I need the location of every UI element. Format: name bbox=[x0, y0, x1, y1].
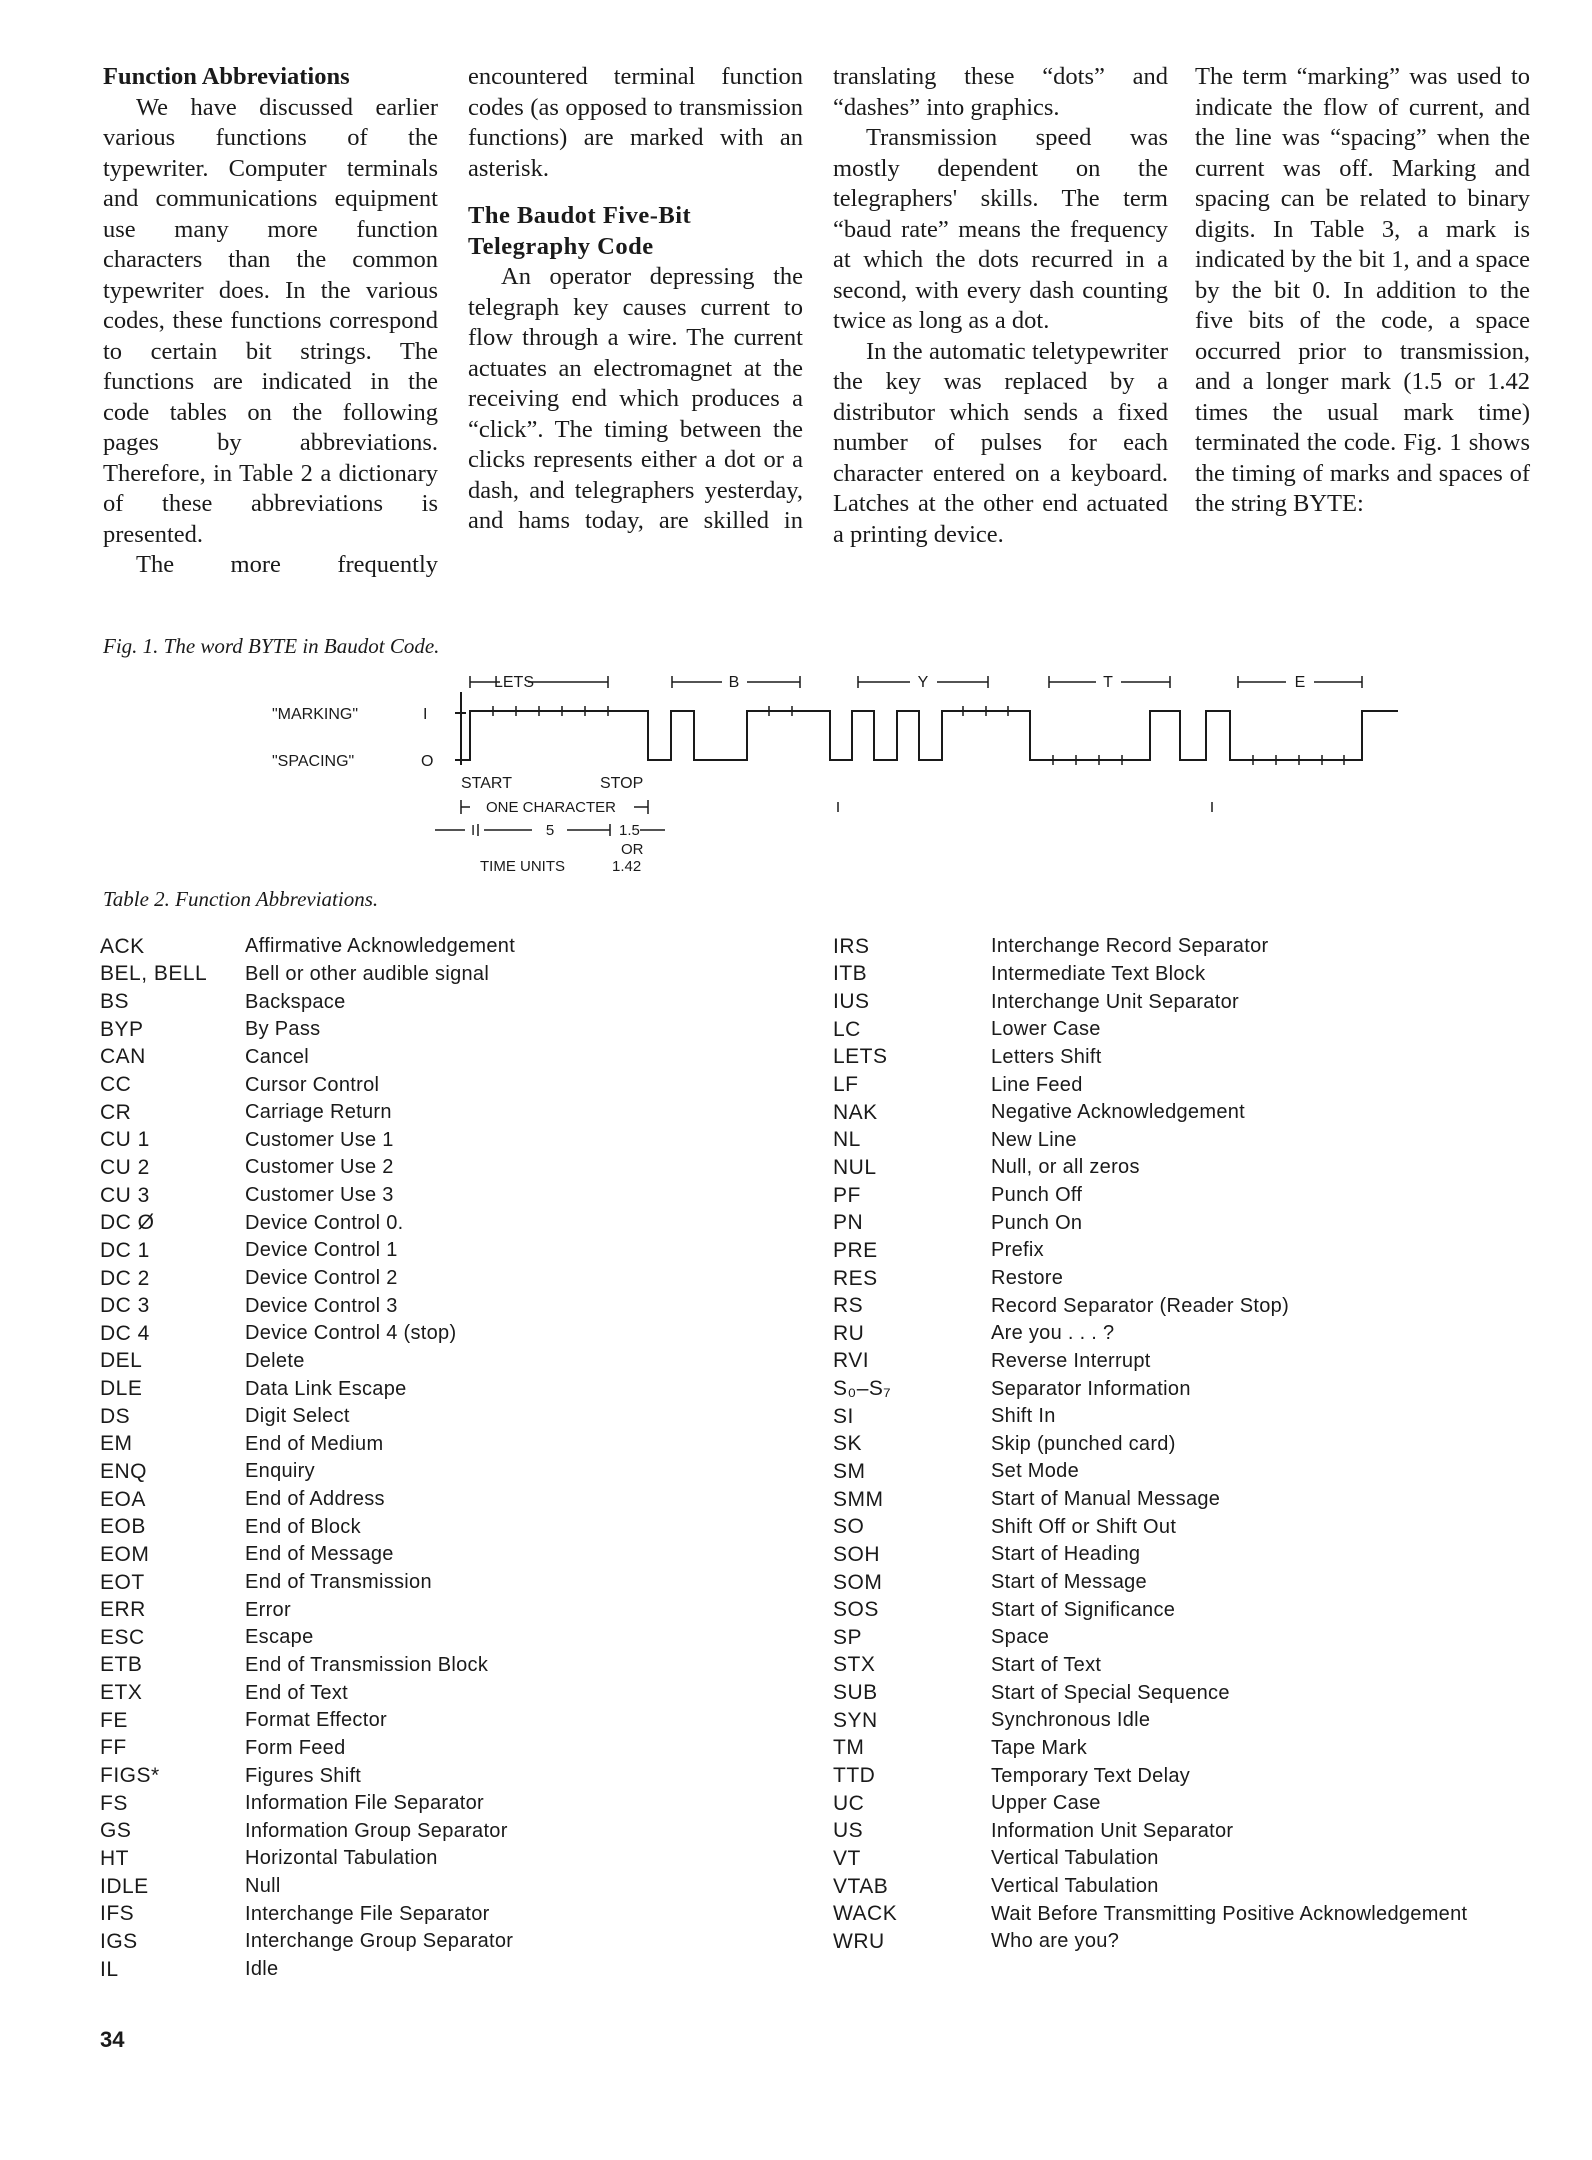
table-row bbox=[100, 1873, 515, 1901]
abbreviation-meaning: Synchronous Idle bbox=[991, 1709, 1151, 1732]
baudot-timing-diagram bbox=[250, 660, 1420, 880]
table-row bbox=[100, 1569, 515, 1597]
abbreviation-meaning: Cursor Control bbox=[245, 1073, 380, 1096]
abbreviation-code: ERR bbox=[100, 1598, 146, 1622]
abbreviation-meaning: Interchange Group Separator bbox=[245, 1930, 514, 1953]
start-label: START bbox=[461, 775, 512, 792]
abbreviation-code: FF bbox=[100, 1736, 127, 1760]
abbreviation-code: FE bbox=[100, 1708, 128, 1732]
table-row bbox=[833, 1735, 1467, 1763]
abbreviation-meaning: Format Effector bbox=[245, 1709, 387, 1732]
table-row bbox=[100, 1596, 515, 1624]
table-row bbox=[833, 988, 1467, 1016]
table-row bbox=[100, 1790, 515, 1818]
abbreviation-code: CU 2 bbox=[100, 1155, 150, 1179]
text-column-2 bbox=[468, 62, 803, 537]
abbreviation-code: LC bbox=[833, 1017, 861, 1041]
abbreviation-meaning: Start of Manual Message bbox=[991, 1488, 1221, 1511]
abbreviation-meaning: Wait Before Transmitting Positive Acknowledgement bbox=[991, 1902, 1468, 1925]
abbreviation-code: SO bbox=[833, 1515, 865, 1539]
abbreviation-meaning: Device Control 0. bbox=[245, 1211, 404, 1234]
abbreviation-meaning: Tape Mark bbox=[991, 1736, 1088, 1759]
table-row bbox=[833, 961, 1467, 989]
abbreviation-meaning: Who are you? bbox=[991, 1930, 1120, 1953]
abbreviation-code: IFS bbox=[100, 1902, 135, 1926]
table-row bbox=[833, 1928, 1467, 1956]
abbreviation-meaning: Affirmative Acknowledgement bbox=[245, 935, 516, 958]
abbreviation-code: FS bbox=[100, 1791, 128, 1815]
text-column-4 bbox=[1195, 62, 1530, 520]
abbreviation-code: LETS bbox=[833, 1045, 888, 1069]
abbreviation-code: LF bbox=[833, 1073, 859, 1097]
table-row bbox=[100, 1513, 515, 1541]
abbreviation-meaning: Lower Case bbox=[991, 1018, 1101, 1041]
abbreviation-meaning: Information Group Separator bbox=[245, 1819, 508, 1842]
abbreviation-meaning: Carriage Return bbox=[245, 1101, 392, 1124]
paragraph: We have discussed earlier various functions of the typewriter. Computer terminals and communications equipment use many more function characters than the common typewriter does. In the various codes, these functions correspond to certain bit strings. The functions are indicated in the code tables on the following pages by abbreviations. Therefore, in Table 2 a dictionary of these abbreviations is presented. bbox=[103, 93, 438, 548]
abbreviation-code: HT bbox=[100, 1846, 129, 1870]
abbreviation-meaning: Device Control 2 bbox=[245, 1267, 398, 1289]
abbreviation-code: BYP bbox=[100, 1017, 144, 1041]
table-row bbox=[100, 1679, 515, 1707]
table-row bbox=[100, 1071, 515, 1099]
paragraph: The more frequently bbox=[136, 551, 438, 578]
table-row bbox=[833, 1900, 1467, 1928]
table-row bbox=[833, 1652, 1467, 1680]
abbreviation-code: IL bbox=[100, 1957, 119, 1981]
abbreviation-code: IDLE bbox=[100, 1874, 149, 1898]
abbreviation-table-left bbox=[100, 933, 515, 1983]
abbreviation-meaning: Prefix bbox=[991, 1239, 1044, 1262]
paragraph: encountered terminal function codes (as opposed to transmission functions) are marked with an asterisk. bbox=[468, 63, 803, 182]
char-label-lets: LETS bbox=[493, 674, 535, 691]
abbreviation-code: SP bbox=[833, 1625, 863, 1649]
abbreviation-code: TM bbox=[833, 1736, 865, 1760]
abbreviation-code: FIGS* bbox=[100, 1764, 160, 1788]
table-row bbox=[833, 1790, 1467, 1818]
abbreviation-meaning: Negative Acknowledgement bbox=[991, 1101, 1246, 1124]
table-row bbox=[833, 1624, 1467, 1652]
abbreviation-meaning: Record Separator (Reader Stop) bbox=[991, 1294, 1290, 1317]
abbreviation-meaning: Device Control 4 (stop) bbox=[245, 1322, 457, 1345]
table-row bbox=[100, 1099, 515, 1127]
table-row bbox=[833, 1348, 1467, 1376]
abbreviation-meaning: Device Control 1 bbox=[245, 1239, 398, 1262]
abbreviation-meaning: Data Link Escape bbox=[245, 1377, 407, 1400]
abbreviation-meaning: End of Transmission bbox=[245, 1571, 432, 1594]
paragraph: An operator depressing the telegraph key causes current to flow through a wire. The current actuates an electromagnet at the receiving end which produces a “click”. The timing between the clicks represents either a dot or a dash, and telegraphers yesterday, and hams today, are skilled in bbox=[468, 263, 803, 534]
table-row bbox=[833, 1044, 1467, 1072]
abbreviation-meaning: Null bbox=[245, 1875, 281, 1898]
abbreviation-code: ENQ bbox=[100, 1459, 148, 1483]
paragraph: Transmission speed was mostly dependent on the telegraphers' skills. The term “baud rate” means the frequency at which the dots recurred in a second, with every dash counting twice as long as a dot. bbox=[833, 124, 1168, 334]
baudot-waveform bbox=[461, 711, 1398, 760]
abbreviation-code: DC 1 bbox=[100, 1238, 150, 1262]
abbreviation-meaning: Start of Message bbox=[991, 1571, 1147, 1594]
abbreviation-meaning: Letters Shift bbox=[991, 1045, 1102, 1068]
table-row bbox=[100, 933, 515, 961]
table-row bbox=[100, 1292, 515, 1320]
time-units-label: TIME UNITS bbox=[480, 858, 565, 875]
abbreviation-meaning: Device Control 3 bbox=[245, 1294, 398, 1317]
abbreviation-code: SUB bbox=[833, 1681, 878, 1705]
abbreviation-code: CAN bbox=[100, 1045, 146, 1069]
table-row bbox=[100, 1707, 515, 1735]
abbreviation-code: DEL bbox=[100, 1349, 143, 1373]
abbreviation-code: SYN bbox=[833, 1708, 878, 1732]
spacing-label: "SPACING" bbox=[272, 753, 355, 770]
abbreviation-meaning: Punch On bbox=[991, 1211, 1083, 1234]
abbreviation-code: ETX bbox=[100, 1681, 143, 1705]
table-row bbox=[100, 1735, 515, 1763]
abbreviation-code: DC 3 bbox=[100, 1294, 150, 1318]
abbreviation-meaning: Escape bbox=[245, 1626, 314, 1649]
abbreviation-code: WRU bbox=[833, 1929, 885, 1953]
abbreviation-code: SMM bbox=[833, 1487, 884, 1511]
abbreviation-code: CR bbox=[100, 1100, 132, 1124]
char-span-lets bbox=[470, 676, 608, 688]
table-row bbox=[833, 1596, 1467, 1624]
abbreviation-meaning: Set Mode bbox=[991, 1460, 1080, 1483]
table-row bbox=[833, 1320, 1467, 1348]
abbreviation-code: VTAB bbox=[833, 1874, 889, 1898]
table-row bbox=[100, 1762, 515, 1790]
abbreviation-code: S₀–S₇ bbox=[833, 1377, 892, 1401]
abbreviation-code: DS bbox=[100, 1404, 131, 1428]
abbreviation-meaning: Shift Off or Shift Out bbox=[991, 1515, 1177, 1538]
paragraph: In the automatic teletypewriter the key was replaced by a distributor which sends a fixed number of pulses for each character entered on a keyboard. Latches at the other end actuated a printing device. bbox=[833, 337, 1168, 548]
abbreviation-meaning: Start of Heading bbox=[991, 1543, 1141, 1566]
table-row bbox=[100, 1541, 515, 1569]
table-row bbox=[100, 1928, 515, 1956]
table-row bbox=[833, 1375, 1467, 1403]
abbreviation-table-right bbox=[833, 933, 1467, 1956]
abbreviation-code: SI bbox=[833, 1404, 854, 1428]
abbreviation-code: US bbox=[833, 1819, 864, 1843]
abbreviation-code: IRS bbox=[833, 934, 870, 958]
abbreviation-meaning: Interchange Unit Separator bbox=[991, 990, 1239, 1013]
abbreviation-meaning: End of Block bbox=[245, 1515, 361, 1538]
table-row bbox=[100, 988, 515, 1016]
abbreviation-meaning: Reverse Interrupt bbox=[991, 1349, 1151, 1372]
table-row bbox=[833, 1873, 1467, 1901]
abbreviation-meaning: Horizontal Tabulation bbox=[245, 1847, 438, 1870]
abbreviation-code: ACK bbox=[100, 934, 145, 958]
abbreviation-code: EOT bbox=[100, 1570, 145, 1594]
abbreviation-meaning: Upper Case bbox=[991, 1792, 1101, 1815]
abbreviation-code: WACK bbox=[833, 1902, 898, 1926]
abbreviation-code: DC 4 bbox=[100, 1321, 150, 1345]
abbreviation-meaning: Shift In bbox=[991, 1405, 1056, 1428]
table-row bbox=[833, 1679, 1467, 1707]
abbreviation-meaning: Delete bbox=[245, 1349, 305, 1372]
table-row bbox=[100, 1624, 515, 1652]
abbreviation-meaning: Temporary Text Delay bbox=[991, 1764, 1191, 1787]
stop-label: STOP bbox=[600, 775, 644, 792]
abbreviation-meaning: Interchange Record Separator bbox=[991, 935, 1269, 958]
abbreviation-meaning: By Pass bbox=[245, 1018, 321, 1041]
abbreviation-code: DLE bbox=[100, 1377, 143, 1401]
abbreviation-meaning: Punch Off bbox=[991, 1184, 1083, 1207]
table-row bbox=[100, 1486, 515, 1514]
start-units-label: I bbox=[471, 822, 476, 839]
page-number: 34 bbox=[100, 2027, 125, 2052]
abbreviation-code: IGS bbox=[100, 1929, 138, 1953]
abbreviation-code: EOM bbox=[100, 1542, 150, 1566]
abbreviation-meaning: Intermediate Text Block bbox=[991, 962, 1206, 985]
abbreviation-meaning: End of Address bbox=[245, 1488, 385, 1511]
abbreviation-meaning: New Line bbox=[991, 1128, 1077, 1151]
abbreviation-code: IUS bbox=[833, 990, 870, 1014]
table-row bbox=[833, 1403, 1467, 1431]
abbreviation-code: CU 3 bbox=[100, 1183, 150, 1207]
abbreviation-meaning: Start of Significance bbox=[991, 1598, 1176, 1621]
table-row bbox=[100, 1044, 515, 1072]
table-row bbox=[833, 1458, 1467, 1486]
table-row bbox=[100, 1348, 515, 1376]
table-row bbox=[833, 1707, 1467, 1735]
abbreviation-meaning: Backspace bbox=[245, 990, 346, 1013]
abbreviation-code: GS bbox=[100, 1819, 132, 1843]
abbreviation-code: PRE bbox=[833, 1238, 878, 1262]
section-heading-function-abbreviations: Function Abbreviations bbox=[103, 63, 350, 90]
abbreviation-meaning: Line Feed bbox=[991, 1073, 1083, 1096]
abbreviation-code: SOH bbox=[833, 1542, 881, 1566]
abbreviation-code: EOB bbox=[100, 1515, 146, 1539]
table-row bbox=[833, 1265, 1467, 1293]
table-row bbox=[833, 1237, 1467, 1265]
table-row bbox=[833, 1541, 1467, 1569]
table-row bbox=[100, 1016, 515, 1044]
abbreviation-meaning: Customer Use 2 bbox=[245, 1156, 394, 1179]
table-row bbox=[100, 1209, 515, 1237]
table-row bbox=[833, 1431, 1467, 1459]
table-row bbox=[100, 1431, 515, 1459]
abbreviation-meaning: Interchange File Separator bbox=[245, 1902, 490, 1925]
table-row bbox=[100, 1154, 515, 1182]
abbreviation-code: BS bbox=[100, 990, 130, 1014]
abbreviation-meaning: Enquiry bbox=[245, 1460, 315, 1483]
abbreviation-code: PN bbox=[833, 1211, 864, 1235]
abbreviation-meaning: Vertical Tabulation bbox=[991, 1847, 1159, 1870]
abbreviation-code: DC 2 bbox=[100, 1266, 150, 1290]
mark-bit-label: I bbox=[423, 706, 428, 723]
table-row bbox=[100, 1818, 515, 1846]
abbreviation-meaning: Start of Special Sequence bbox=[991, 1681, 1230, 1704]
abbreviation-meaning: Information Unit Separator bbox=[991, 1819, 1234, 1842]
stop-units-label: 1.5 bbox=[619, 822, 640, 839]
abbreviation-meaning: Form Feed bbox=[245, 1736, 346, 1759]
table-row bbox=[833, 1099, 1467, 1127]
table-row bbox=[833, 1154, 1467, 1182]
table-row bbox=[100, 1237, 515, 1265]
table-row bbox=[833, 1845, 1467, 1873]
table-row bbox=[100, 1652, 515, 1680]
figure-caption: Fig. 1. The word BYTE in Baudot Code. bbox=[103, 634, 440, 658]
marking-label: "MARKING" bbox=[272, 706, 359, 723]
char-label-t: T bbox=[1103, 674, 1113, 691]
section-heading-baudot: The Baudot Five-Bit Telegraphy Code bbox=[468, 202, 692, 260]
abbreviation-code: RU bbox=[833, 1321, 865, 1345]
abbreviation-meaning: Information File Separator bbox=[245, 1792, 485, 1815]
abbreviation-meaning: Start of Text bbox=[991, 1653, 1102, 1676]
abbreviation-code: CC bbox=[100, 1073, 132, 1097]
abbreviation-meaning: Figures Shift bbox=[245, 1764, 362, 1787]
abbreviation-code: BEL, BELL bbox=[100, 962, 208, 986]
abbreviation-code: SK bbox=[833, 1432, 863, 1456]
table-row bbox=[833, 1486, 1467, 1514]
abbreviation-meaning: Cancel bbox=[245, 1045, 310, 1068]
abbreviation-meaning: End of Transmission Block bbox=[245, 1653, 489, 1676]
table-row bbox=[833, 1818, 1467, 1846]
table-row bbox=[833, 1292, 1467, 1320]
table-row bbox=[100, 1458, 515, 1486]
char-label-e: E bbox=[1294, 674, 1306, 691]
abbreviation-meaning: Restore bbox=[991, 1267, 1064, 1289]
space-bit-label: O bbox=[421, 753, 434, 770]
abbreviation-meaning: End of Text bbox=[245, 1681, 348, 1704]
abbreviation-code: VT bbox=[833, 1846, 861, 1870]
abbreviation-meaning: End of Message bbox=[245, 1543, 394, 1566]
table-caption: Table 2. Function Abbreviations. bbox=[103, 887, 379, 911]
abbreviation-meaning: End of Medium bbox=[245, 1432, 384, 1455]
abbreviation-meaning: Idle bbox=[245, 1958, 279, 1981]
abbreviation-code: ESC bbox=[100, 1625, 145, 1649]
char-label-y: Y bbox=[917, 674, 929, 691]
abbreviation-code: ETB bbox=[100, 1653, 143, 1677]
data-units-label: 5 bbox=[545, 822, 555, 839]
abbreviation-code: SM bbox=[833, 1459, 866, 1483]
abbreviation-code: EOA bbox=[100, 1487, 146, 1511]
abbreviation-code: TTD bbox=[833, 1764, 876, 1788]
table-row bbox=[100, 961, 515, 989]
abbreviation-code: EM bbox=[100, 1432, 133, 1456]
table-row bbox=[100, 1900, 515, 1928]
table-row bbox=[833, 1513, 1467, 1541]
abbreviation-code: NL bbox=[833, 1128, 861, 1152]
abbreviation-code: ITB bbox=[833, 962, 868, 986]
table-row bbox=[100, 1845, 515, 1873]
paragraph: translating these “dots” and “dashes” into graphics. bbox=[833, 63, 1168, 121]
abbreviation-code: DC Ø bbox=[100, 1211, 155, 1235]
one-character-label: ONE CHARACTER bbox=[485, 799, 617, 816]
table-row bbox=[833, 1762, 1467, 1790]
abbreviation-code: NUL bbox=[833, 1155, 877, 1179]
or-label: OR bbox=[621, 841, 644, 858]
abbreviation-code: SOS bbox=[833, 1598, 879, 1622]
table-row bbox=[100, 1956, 515, 1984]
abbreviation-code: SOM bbox=[833, 1570, 883, 1594]
abbreviation-code: CU 1 bbox=[100, 1128, 150, 1152]
paragraph: The term “marking” was used to indicate the flow of current, and the line was “spacing” when the current was off. Marking and spacing can be related to binary digits. In Table 3, a mark is indicated by the bit 1, and a space by the bit 0. In addition to the five bits of the code, a space occurred prior to transmission, and a longer mark (1.5 or 1.42 times the usual mark time) terminated the code. Fig. 1 shows the timing of marks and spaces of the string BYTE: bbox=[1195, 63, 1530, 517]
abbreviation-code: NAK bbox=[833, 1100, 878, 1124]
table-row bbox=[100, 1320, 515, 1348]
abbreviation-code: PF bbox=[833, 1183, 861, 1207]
abbreviation-meaning: Null, or all zeros bbox=[991, 1156, 1140, 1179]
abbreviation-code: RVI bbox=[833, 1349, 870, 1373]
abbreviation-code: UC bbox=[833, 1791, 865, 1815]
abbreviation-meaning: Skip (punched card) bbox=[991, 1432, 1176, 1455]
abbreviation-meaning: Customer Use 1 bbox=[245, 1128, 394, 1151]
table-row bbox=[100, 1265, 515, 1293]
table-row bbox=[100, 1375, 515, 1403]
table-row bbox=[833, 933, 1467, 961]
abbreviation-meaning: Customer Use 3 bbox=[245, 1184, 394, 1207]
abbreviation-meaning: Separator Information bbox=[991, 1377, 1191, 1400]
table-row bbox=[833, 1016, 1467, 1044]
table-row bbox=[833, 1182, 1467, 1210]
table-row bbox=[833, 1209, 1467, 1237]
abbreviation-code: RES bbox=[833, 1266, 878, 1290]
table-row bbox=[100, 1182, 515, 1210]
table-row bbox=[833, 1071, 1467, 1099]
text-column-3 bbox=[833, 62, 1168, 550]
table-row bbox=[833, 1126, 1467, 1154]
text-column-1 bbox=[103, 62, 438, 581]
abbreviation-meaning: Digit Select bbox=[245, 1405, 350, 1428]
table-row bbox=[100, 1126, 515, 1154]
abbreviation-meaning: Vertical Tabulation bbox=[991, 1875, 1159, 1898]
abbreviation-code: STX bbox=[833, 1653, 876, 1677]
table-row bbox=[100, 1403, 515, 1431]
table-row bbox=[833, 1569, 1467, 1597]
abbreviation-meaning: Error bbox=[245, 1598, 291, 1621]
char-label-b: B bbox=[728, 674, 740, 691]
abbreviation-meaning: Are you . . . ? bbox=[991, 1322, 1115, 1345]
abbreviation-code: RS bbox=[833, 1294, 864, 1318]
abbreviation-meaning: Space bbox=[991, 1626, 1050, 1649]
alt-stop-units-label: 1.42 bbox=[612, 858, 642, 875]
abbreviation-meaning: Bell or other audible signal bbox=[245, 962, 490, 985]
